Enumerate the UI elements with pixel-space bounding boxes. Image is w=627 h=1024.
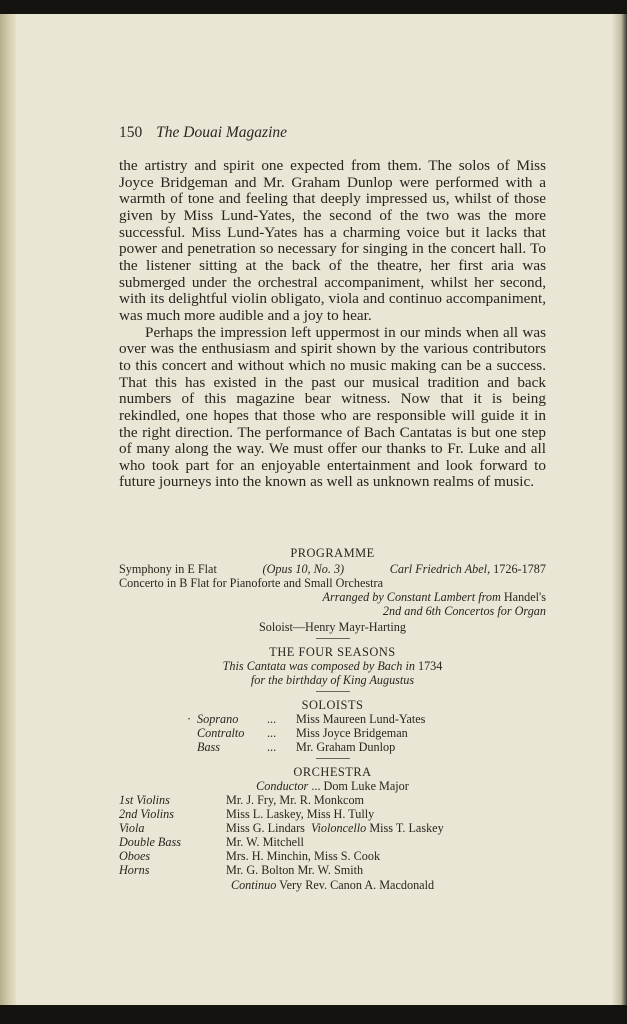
instrument-section: Horns [119,863,150,877]
soloist-row [119,712,546,726]
book-page [16,14,612,1005]
programme-item [119,562,546,576]
divider [316,691,350,692]
viola-players: Miss G. Lindars [226,821,305,835]
running-header [119,124,287,142]
divider [316,638,350,639]
arrangement-note [119,590,546,604]
work-title: Concerto in B Flat for Pianoforte and Small Orchestra [119,576,384,590]
margin-mark: · [187,712,192,726]
cantata-note [119,659,546,673]
composer-dates: 1726-1787 [493,562,546,576]
arrangement-source-works: 2nd and 6th Concertos for Organ [382,604,546,618]
instrument-section: Double Bass [119,835,181,849]
player-names: Mr. W. Mitchell [226,835,304,849]
player-names: Miss L. Laskey, Miss H. Tully [226,807,375,821]
soloist-credit: Soloist—Henry Mayr-Harting [259,620,406,634]
conductor-label: Conductor [256,779,309,793]
continuo-line [119,878,546,892]
conductor-line [119,779,546,793]
soloists-heading: SOLOISTS [301,698,364,712]
performer-name: Mr. Graham Dunlop [296,740,396,754]
work-opus: (Opus 10, No. 3) [262,562,345,576]
orchestra-row [119,849,546,863]
concert-programme [119,546,546,892]
leader-dots: ... [267,726,277,740]
orchestra-row [119,835,546,849]
cantata-dedication: for the birthday of King Augustus [250,673,415,687]
performer-name: Miss Joyce Bridgeman [296,726,408,740]
cantata-year: 1734 [417,659,443,673]
player-names: Mrs. H. Minchin, Miss S. Cook [226,849,381,863]
leader-dots: ... [267,740,277,754]
paragraph: the artistry and spirit one expected from them. The solos of Miss Joyce Bridgeman and Mr. Graham Dunlop were performed with a warmth of tone and feeling that deeply impressed us, whilst of those given by Miss Lund-Yates, the second of the two was the more successful. Miss Lund-Yates has a charming voice but it lacks that power and penetration so necessary for singing in the concert hall. To the listener sitting at the back of the theatre, her first aria was submerged under the orchestral accompaniment, whilst her second, with its delightful violin obligato, viola and continuo accompaniment, was much more audible and a joy to hear. [119,157,546,324]
programme-heading: PROGRAMME [290,546,375,560]
cello-player: Miss T. Laskey [369,821,444,835]
scan-bottom-border [0,1005,627,1024]
instrument-section: 1st Violins [119,793,170,807]
divider [316,758,350,759]
player-names: Mr. G. Bolton Mr. W. Smith [226,863,364,877]
orchestra-row [119,807,546,821]
leader-dots: ... [311,779,321,793]
leader-dots: ... [267,712,277,726]
conductor-name: Dom Luke Major [323,779,409,793]
performer-name: Miss Maureen Lund-Yates [296,712,426,726]
continuo-player: Very Rev. Canon A. Macdonald [279,878,435,892]
page-number: 150 [119,124,143,141]
orchestra-row [119,821,546,835]
voice-part: Soprano [197,712,239,726]
instrument-section: 2nd Violins [119,807,174,821]
magazine-title: The Douai Magazine [156,124,288,141]
page-right-edge [612,14,627,1006]
soloist-row [119,740,546,754]
instrument-section: Oboes [119,849,151,863]
player-names [226,821,444,835]
arranged-source: Handel's [503,590,546,604]
cantata-heading: THE FOUR SEASONS [269,645,396,659]
paragraph: Perhaps the impression left uppermost in our minds when all was over was the enthusiasm and spirit shown by the various contributors to this concert and without which no music making can be a success. That this has existed in the past our musical tradition and back numbers of this magazine bear witness. Now that it is being rekindled, one hopes that those who are responsible will guide it in the right direction. The performance of Bach Cantatas is but one step of many along the way. We must offer our thanks to Fr. Luke and all who took part for an enjoyable entertainment and look forward to future journeys into the known as well as unknown realms of music. [119,323,546,491]
book-gutter [0,14,16,1006]
article-body [119,158,546,491]
orchestra-row [119,793,546,807]
voice-part: Bass [197,740,221,754]
instrument-section: Viola [119,821,145,835]
composer-name: Carl Friedrich Abel, [389,562,491,576]
continuo-label: Continuo [230,878,277,892]
voice-part: Contralto [197,726,245,740]
arranged-by: Arranged by Constant Lambert from [322,590,501,604]
work-title: Symphony in E Flat [119,562,217,576]
instrument-section: Violoncello [310,821,367,835]
cantata-composed-text: This Cantata was composed by Bach in [222,659,415,673]
player-names: Mr. J. Fry, Mr. R. Monkcom [226,793,365,807]
orchestra-heading: ORCHESTRA [293,765,372,779]
orchestra-row [119,863,546,877]
soloist-row [119,726,546,740]
